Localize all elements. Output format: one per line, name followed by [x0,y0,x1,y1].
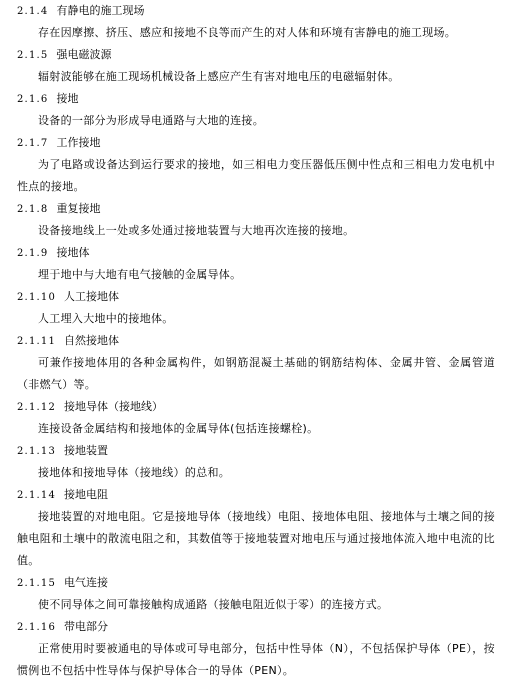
section-number: 2.1.9 [17,248,49,259]
section-heading [0,572,507,594]
section-heading [0,88,507,110]
section-heading [0,616,507,638]
section-number: 2.1.7 [17,138,49,149]
section-number: 2.1.5 [17,50,49,61]
section-2-1-7 [0,132,507,198]
section-definition: 使不同导体之间可靠接触构成通路（接触电阻近似于零）的连接方式。 [38,598,389,611]
section-heading [0,330,507,352]
section-definition: 存在因摩擦、挤压、感应和接地不良等而产生的对人体和环境有害静电的施工现场。 [38,26,457,39]
section-title: 有静电的施工现场 [56,4,145,17]
section-definition: 为了电路或设备达到运行要求的接地，如三相电力变压器低压侧中性点和三相电力发电机中性点的接地。 [17,158,495,193]
section-heading [0,242,507,264]
section-heading [0,44,507,66]
section-definition: 埋于地中与大地有电气接触的金属导体。 [38,268,242,281]
section-2-1-10 [0,286,507,330]
section-title: 自然接地体 [64,334,120,347]
section-definition: 正常使用时要被通电的导体或可导电部分，包括中性导体（N），不包括保护导体（PE），按惯例也不包括中性导体与保护导体合一的导体（PEN）。 [17,642,495,677]
section-definition: 人工埋入大地中的接地体。 [38,312,174,325]
section-number: 2.1.15 [17,578,57,589]
section-heading [0,286,507,308]
section-heading [0,0,507,22]
section-number: 2.1.13 [17,446,57,457]
section-2-1-15 [0,572,507,616]
section-heading [0,132,507,154]
section-number: 2.1.12 [17,402,57,413]
section-title: 人工接地体 [64,290,120,303]
section-number: 2.1.11 [17,336,57,347]
section-2-1-14 [0,484,507,572]
section-title: 接地 [56,92,79,105]
section-number: 2.1.14 [17,490,57,501]
section-title: 重复接地 [56,202,101,215]
section-heading [0,440,507,462]
section-2-1-6 [0,88,507,132]
section-title: 接地导体（接地线） [64,400,164,413]
section-definition: 可兼作接地体用的各种金属构件，如钢筋混凝土基础的钢筋结构体、金属井管、金属管道（非燃气）等。 [17,356,495,391]
section-2-1-4 [0,0,507,44]
section-title: 接地体 [56,246,90,259]
section-title: 强电磁波源 [56,48,112,61]
section-definition: 设备的一部分为形成导电通路与大地的连接。 [38,114,264,127]
section-number: 2.1.4 [17,6,49,17]
section-definition: 连接设备金属结构和接地体的金属导体(包括连接螺栓)。 [38,422,319,435]
section-2-1-12 [0,396,507,440]
section-heading [0,396,507,418]
section-title: 工作接地 [56,136,101,149]
section-definition: 接地体和接地导体（接地线）的总和。 [38,466,231,479]
section-title: 接地装置 [64,444,109,457]
section-heading [0,484,507,506]
section-2-1-11 [0,330,507,396]
section-2-1-9 [0,242,507,286]
section-number: 2.1.16 [17,622,57,633]
section-title: 电气连接 [64,576,109,589]
section-2-1-8 [0,198,507,242]
section-number: 2.1.6 [17,94,49,105]
section-definition: 辐射波能够在施工现场机械设备上感应产生有害对地电压的电磁辐射体。 [38,70,400,83]
section-number: 2.1.8 [17,204,49,215]
section-2-1-5 [0,44,507,88]
section-2-1-16 [0,616,507,682]
section-definition: 接地装置的对地电阻。它是接地导体（接地线）电阻、接地体电阻、接地体与土壤之间的接触电阻和土壤中的散流电阻之和，其数值等于接地装置对地电压与通过接地体流入地中电流的比值。 [17,510,495,567]
section-heading [0,198,507,220]
section-title: 带电部分 [64,620,109,633]
section-2-1-13 [0,440,507,484]
section-definition: 设备接地线上一处或多处通过接地装置与大地再次连接的接地。 [38,224,355,237]
section-title: 接地电阻 [64,488,109,501]
section-number: 2.1.10 [17,292,57,303]
